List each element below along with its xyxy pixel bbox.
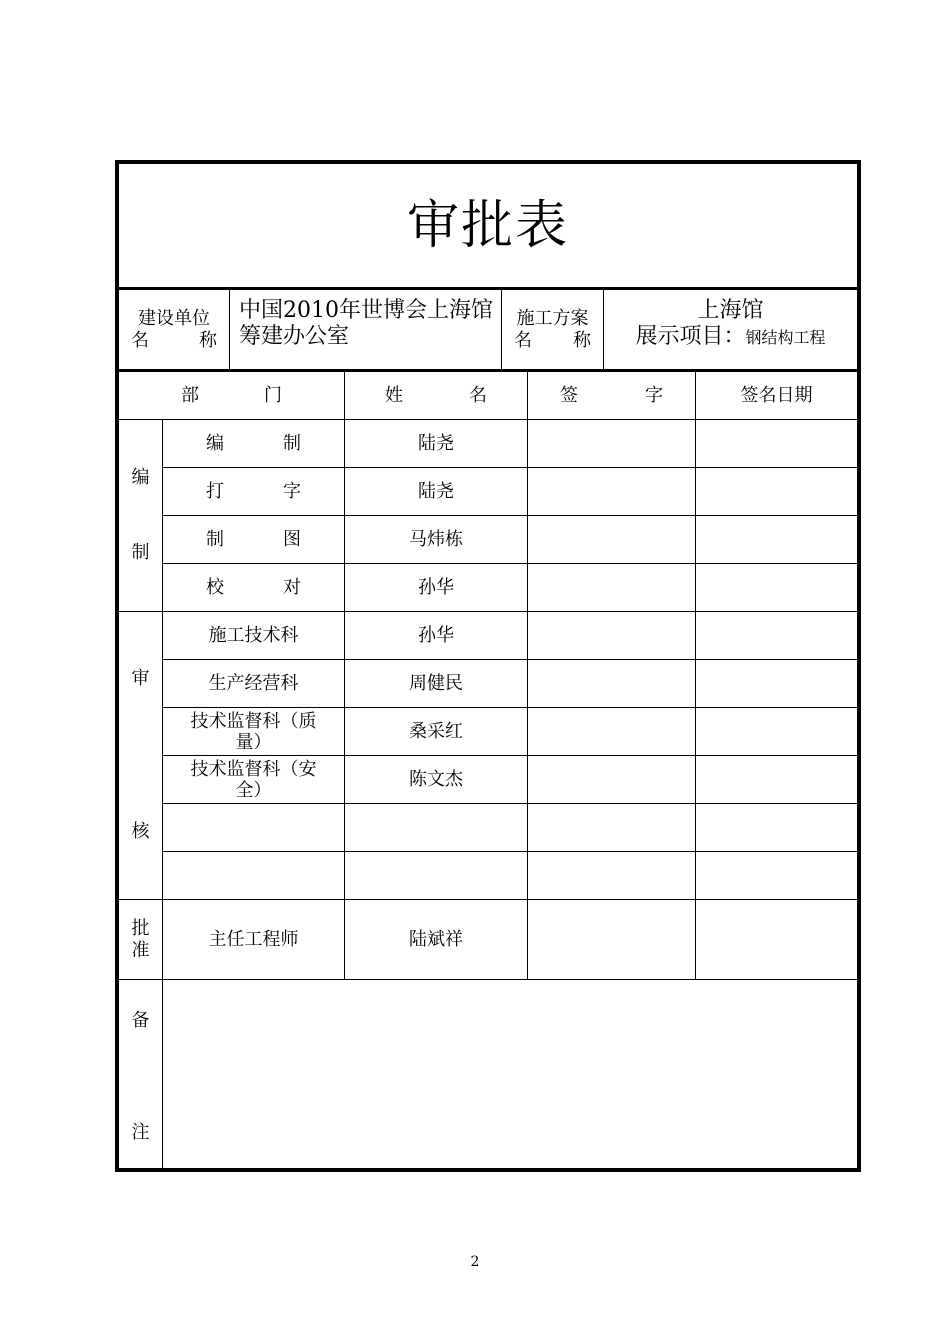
scheme-value-prefix: 展示项目： [635,324,746,349]
department-line2: 量） [235,731,272,753]
date-field[interactable] [696,804,857,852]
department-line2: 全） [235,779,272,801]
construction-unit-label-char2: 称 [199,329,217,351]
table-row-name: 马炜栋 [345,516,528,564]
approval-form-table [115,160,861,1172]
signature-field[interactable] [528,564,696,612]
group-review [119,612,163,900]
signature-field[interactable] [528,516,696,564]
column-header-department [119,372,345,420]
group-approve-char1: 批 [131,917,150,939]
construction-unit-label [119,290,230,372]
scheme-label-char1: 名 [514,329,532,351]
group-remarks [119,980,163,1168]
signature-field[interactable] [528,660,696,708]
department-char1: 校 [206,576,224,598]
construction-unit-label-line1: 建设单位 [138,307,210,329]
table-row-name: 陆尧 [345,420,528,468]
group-approve [119,900,163,980]
table-row-department [163,708,345,756]
group-review-char2: 核 [131,821,150,842]
department-char2: 对 [283,576,301,598]
table-row-name: 桑采红 [345,708,528,756]
group-remarks-char1: 备 [131,1010,150,1031]
construction-unit-value: 中国2010年世博会上海馆筹建办公室 [230,290,502,372]
signature-field[interactable] [528,420,696,468]
table-row-name: 周健民 [345,660,528,708]
signature-field[interactable] [528,852,696,900]
group-compile [119,420,163,612]
group-review-char1: 审 [131,668,150,689]
column-header-date: 签名日期 [696,372,857,420]
department-char2: 图 [283,528,301,550]
group-approve-char2: 准 [131,939,150,961]
date-field[interactable] [696,516,857,564]
signature-field[interactable] [528,756,696,804]
department-char1: 制 [206,528,224,550]
table-row-department [163,468,345,516]
remarks-field[interactable] [163,980,857,1168]
table-row-department: 生产经营科 [163,660,345,708]
table-row-name[interactable] [345,804,528,852]
signature-field[interactable] [528,708,696,756]
column-header-signature [528,372,696,420]
column-header-signature-char2: 字 [645,384,663,406]
table-row-department[interactable] [163,852,345,900]
table-row-department [163,756,345,804]
department-char2: 字 [283,480,301,502]
date-field[interactable] [696,468,857,516]
construction-unit-label-char1: 名 [131,329,149,351]
signature-field[interactable] [528,468,696,516]
date-field[interactable] [696,660,857,708]
scheme-label [502,290,604,372]
signature-field[interactable] [528,612,696,660]
table-row-name[interactable] [345,852,528,900]
page-number: 2 [470,1254,480,1270]
group-remarks-char2: 注 [131,1122,150,1143]
column-header-name-char2: 名 [469,384,487,406]
group-compile-char2: 制 [131,542,150,564]
department-line1: 技术监督科（质 [190,710,317,732]
scheme-value-project: 钢结构工程 [745,328,826,347]
scheme-label-line1: 施工方案 [516,307,589,329]
date-field[interactable] [696,756,857,804]
signature-field[interactable] [528,900,696,980]
column-header-department-char1: 部 [181,384,199,406]
table-row-department [163,516,345,564]
scheme-value-line1: 上海馆 [697,298,764,323]
table-row-name: 孙华 [345,564,528,612]
table-row-name: 陈文杰 [345,756,528,804]
column-header-signature-char1: 签 [560,384,578,406]
department-char1: 编 [206,432,224,454]
column-header-name [345,372,528,420]
table-row-department: 施工技术科 [163,612,345,660]
date-field[interactable] [696,900,857,980]
date-field[interactable] [696,612,857,660]
table-row-name: 陆斌祥 [345,900,528,980]
date-field[interactable] [696,420,857,468]
department-line1: 技术监督科（安 [190,758,317,780]
department-char2: 制 [283,432,301,454]
scheme-label-char2: 称 [573,329,591,351]
group-compile-char1: 编 [131,466,150,488]
date-field[interactable] [696,708,857,756]
department-char1: 打 [206,480,224,502]
table-row-department [163,564,345,612]
date-field[interactable] [696,564,857,612]
column-header-department-char2: 门 [264,384,282,406]
scheme-value [604,290,857,372]
table-row-department [163,420,345,468]
table-row-department: 主任工程师 [163,900,345,980]
form-title: 审批表 [119,164,857,290]
table-row-department[interactable] [163,804,345,852]
signature-field[interactable] [528,804,696,852]
table-row-name: 陆尧 [345,468,528,516]
column-header-name-char1: 姓 [385,384,403,406]
table-row-name: 孙华 [345,612,528,660]
date-field[interactable] [696,852,857,900]
